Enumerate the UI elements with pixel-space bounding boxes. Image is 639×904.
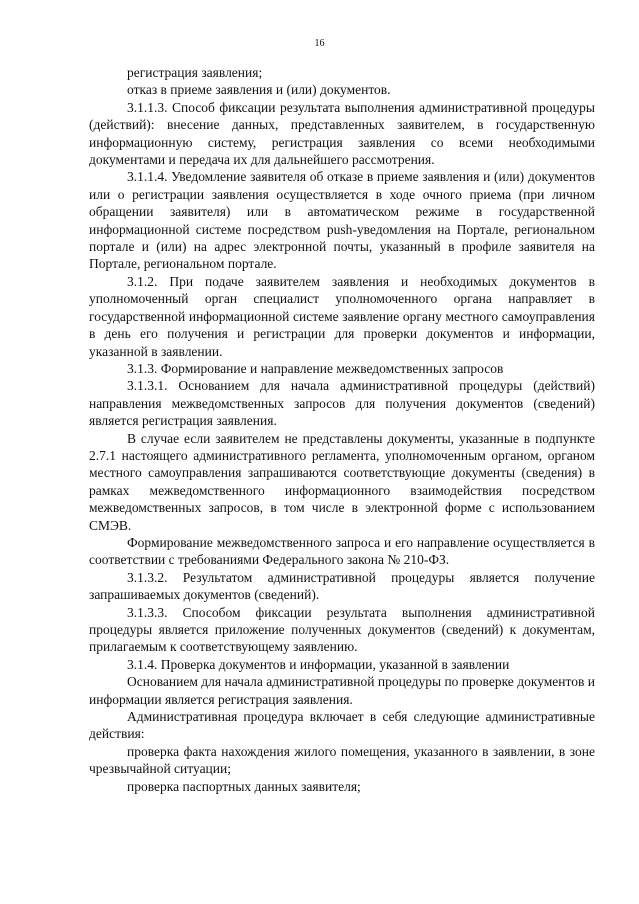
list-item-registration: регистрация заявления; — [127, 65, 263, 80]
paragraph-interagency-request: Формирование межведомственного запроса и его направление осуществляется в соответствии с требованиями Федерального закона № 210-ФЗ. — [89, 534, 595, 568]
paragraph-3-1-1-4: 3.1.1.4. Уведомление заявителя об отказе в приеме заявления и (или) документов или о регистрации заявления осуществляется в ходе очного приема (при личном обращении заявителя) или в автоматическом режиме в государственной информационной системе посредством push-уведомления на Портале, региональном портале и (или) на адрес электронной почты, указанный в профиле заявителя на Портале, региональном портале. — [89, 169, 595, 272]
paragraph-3-1-3-1: 3.1.3.1. Основанием для начала административной процедуры (действий) направления межведомственных запросов для получения документов (сведений) является регистрация заявления. — [89, 378, 595, 429]
list-item-passport-check: проверка паспортных данных заявителя; — [127, 778, 361, 794]
paragraph-verification-basis: Основанием для начала административной процедуры по проверке документов и информации является регистрация заявления. — [89, 674, 595, 707]
paragraph-3-1-2: 3.1.2. При подаче заявителем заявления и необходимых документов в уполномоченный орган специалист уполномоченного органа направляет в государственной информационной системе заявление органу местного самоуправления в день его получения и регистрации для проверки документов и информации, указанной в заявлении. — [89, 273, 595, 359]
paragraph-3-1-3-3: 3.1.3.3. Способом фиксации результата выполнения административной процедуры является приложение полученных документов (сведений) к документам, прилагаемым к соответствующему заявлению. — [89, 604, 595, 655]
document-body — [89, 64, 595, 795]
section-heading-3-1-3: 3.1.3. Формирование и направление межведомственных запросов — [127, 360, 504, 376]
paragraph-missing-documents: В случае если заявителем не представлены документы, указанные в подпункте 2.7.1 настоящего административного регламента, уполномоченным органом, органом местного самоуправления запрашиваются соответствующие документы (сведения) в рамках межведомственного информационного взаимодействия посредством межведомственных запросов, в том числе в электронной форме с использованием СМЭВ. — [89, 430, 595, 533]
page-number: 16 — [314, 38, 325, 49]
paragraph-procedure-actions: Административная процедура включает в себя следующие административные действия: — [89, 709, 595, 742]
list-item-emergency-zone-check: проверка факта нахождения жилого помещения, указанного в заявлении, в зоне чрезвычайной ситуации; — [89, 743, 595, 777]
list-item-refusal: отказ в приеме заявления и (или) документов. — [127, 82, 391, 98]
paragraph-3-1-1-3: 3.1.1.3. Способ фиксации результата выполнения административной процедуры (действий): внесение данных, представленных заявителем, в государственную информационную систему, регистрация заявления со всеми необходимыми документами и передача их для дальнейшего рассмотрения. — [89, 99, 595, 168]
paragraph-3-1-3-2: 3.1.3.2. Результатом административной процедуры является получение запрашиваемых документов (сведений). — [89, 569, 595, 603]
section-heading-3-1-4: 3.1.4. Проверка документов и информации, указанной в заявлении — [127, 656, 510, 672]
